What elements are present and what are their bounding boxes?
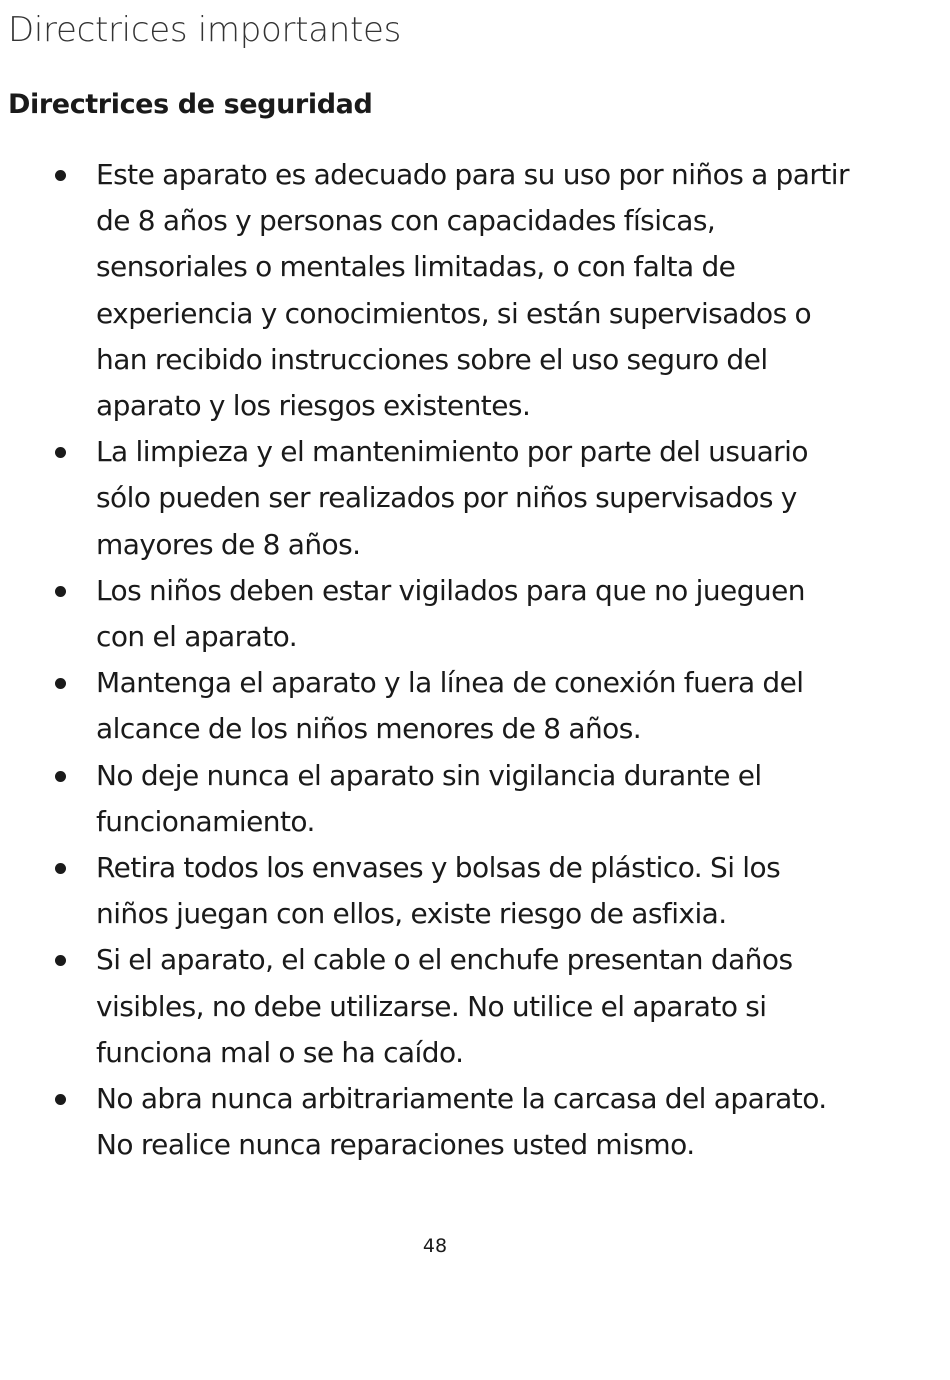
guideline-text: Mantenga el aparato y la línea de conexión fuera del alcance de los niños menores de 8 años. [96, 666, 804, 746]
guideline-text: No abra nunca arbitrariamente la carcasa del aparato. No realice nunca reparaciones usted mismo. [96, 1082, 827, 1162]
guideline-item [0, 429, 856, 568]
guideline-item [0, 937, 856, 1076]
guideline-text: Los niños deben estar vigilados para que no jueguen con el aparato. [96, 573, 805, 654]
guideline-text: Retira todos los envases y bolsas de plástico. Si los niños juegan con ellos, existe riesgo de asfixia. [96, 851, 781, 931]
guideline-text: La limpieza y el mantenimiento por parte del usuario sólo pueden ser realizados por niños supervisados y mayores de 8 años. [96, 435, 808, 561]
bullet-dot-icon [55, 863, 66, 874]
bullet-dot-icon [55, 586, 66, 597]
guideline-item [0, 568, 856, 660]
safety-guideline-list [0, 152, 950, 1168]
guideline-item [0, 152, 856, 429]
guideline-item [0, 753, 856, 845]
page-number: 48 [422, 1235, 448, 1257]
bullet-dot-icon [55, 771, 66, 782]
guideline-item [0, 845, 856, 937]
guideline-text: No deje nunca el aparato sin vigilancia durante el funcionamiento. [96, 758, 762, 838]
page-title: Directrices importantes [8, 10, 402, 50]
bullet-dot-icon [55, 170, 66, 181]
bullet-dot-icon [55, 678, 66, 689]
bullet-dot-icon [55, 955, 66, 966]
bullet-dot-icon [55, 1094, 66, 1105]
guideline-item [0, 1076, 856, 1168]
guideline-text: Este aparato es adecuado para su uso por niños a partir de 8 años y personas con capacidades físicas, sensoriales o mentales limitadas, o con falta de experiencia y conocimientos, si están supervisados o han recibido instrucciones sobre el uso seguro del aparato y los riesgos existentes. [96, 158, 849, 423]
guideline-text: Si el aparato, el cable o el enchufe presentan daños visibles, no debe utilizarse. No utilice el aparato si funciona mal o se ha caído. [96, 943, 793, 1069]
guideline-item [0, 660, 856, 752]
section-heading: Directrices de seguridad [8, 89, 373, 120]
bullet-dot-icon [55, 447, 66, 458]
